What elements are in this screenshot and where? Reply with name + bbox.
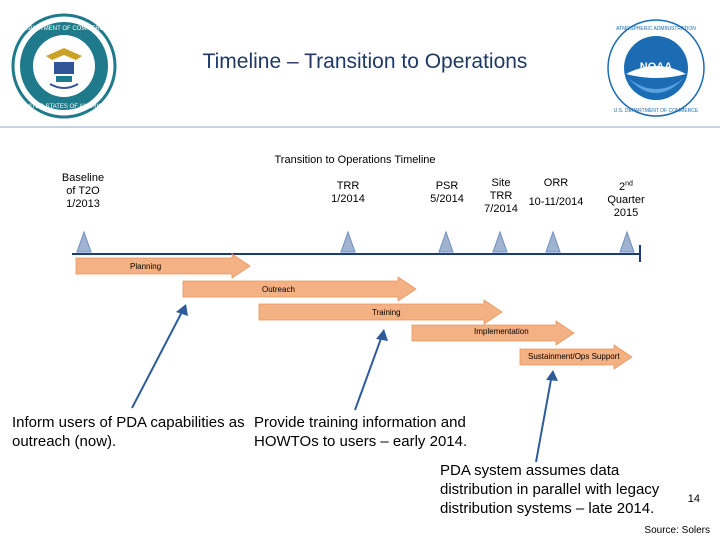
phase-label-planning: Planning: [130, 262, 162, 271]
milestone-date: 2015: [613, 207, 639, 219]
pointer-arrowhead: [176, 304, 188, 316]
milestone-date: 1/2014: [331, 193, 365, 205]
pointer-arrow-implementation: [536, 374, 552, 462]
milestone-line: Site: [491, 177, 511, 189]
svg-text:NOAA: NOAA: [639, 61, 673, 73]
svg-text:U.S. DEPARTMENT OF COMMERCE: U.S. DEPARTMENT OF COMMERCE: [613, 108, 699, 114]
milestone-triangle: [546, 232, 560, 252]
milestone-triangles: [77, 232, 634, 252]
pointer-arrowhead: [376, 329, 388, 341]
note-outreach: Inform users of PDA capabilities as outreach (now).: [12, 414, 245, 450]
milestone-line: Quarter: [607, 194, 645, 206]
milestone-triangle: [620, 232, 634, 252]
page-number: 14: [687, 493, 700, 505]
phase-arrow-planning: [76, 254, 250, 278]
milestone-triangle: [493, 232, 507, 252]
milestone-line: TRR: [336, 180, 360, 192]
svg-text:DEPARTMENT OF COMMERCE: DEPARTMENT OF COMMERCE: [19, 26, 109, 32]
note-training: Provide training information and HOWTOs to users – early 2014.: [254, 414, 468, 450]
milestone-line: Baseline: [61, 172, 105, 184]
phase-label-sustainment: Sustainment/Ops Support: [528, 352, 620, 361]
milestone-date: 1/2013: [66, 198, 100, 210]
phase-label-implementation: Implementation: [474, 327, 529, 336]
svg-text:ATMOSPHERIC ADMINISTRATION: ATMOSPHERIC ADMINISTRATION: [616, 26, 696, 32]
source-credit: Source: Solers: [644, 525, 710, 536]
milestone-line: of T2O: [66, 185, 100, 197]
pointer-arrowhead: [546, 370, 558, 381]
milestone-triangle: [439, 232, 453, 252]
pointer-arrow-outreach: [132, 308, 184, 408]
milestone-date: 5/2014: [430, 193, 464, 205]
milestone-line: ORR: [543, 177, 569, 189]
milestone-line: TRR: [489, 190, 513, 202]
page-title: Timeline – Transition to Operations: [202, 50, 528, 73]
milestone-date: 10-11/2014: [528, 196, 584, 208]
svg-text:UNITED STATES OF AMERICA: UNITED STATES OF AMERICA: [21, 104, 107, 110]
phase-label-outreach: Outreach: [262, 285, 295, 294]
pointer-arrow-training: [355, 333, 383, 410]
phase-label-training: Training: [372, 308, 401, 317]
milestone-date: 7/2014: [484, 203, 518, 215]
timeline-title: Transition to Operations Timeline: [274, 154, 436, 166]
phase-arrow-outreach: [183, 277, 416, 301]
milestone-line: PSR: [435, 180, 459, 192]
milestone-triangle: [341, 232, 355, 252]
note-system: PDA system assumes data distribution in parallel with legacy distribution systems – late 2014.: [440, 462, 660, 517]
milestone-ordinal: 2nd: [619, 180, 633, 193]
milestone-triangle: [77, 232, 91, 252]
